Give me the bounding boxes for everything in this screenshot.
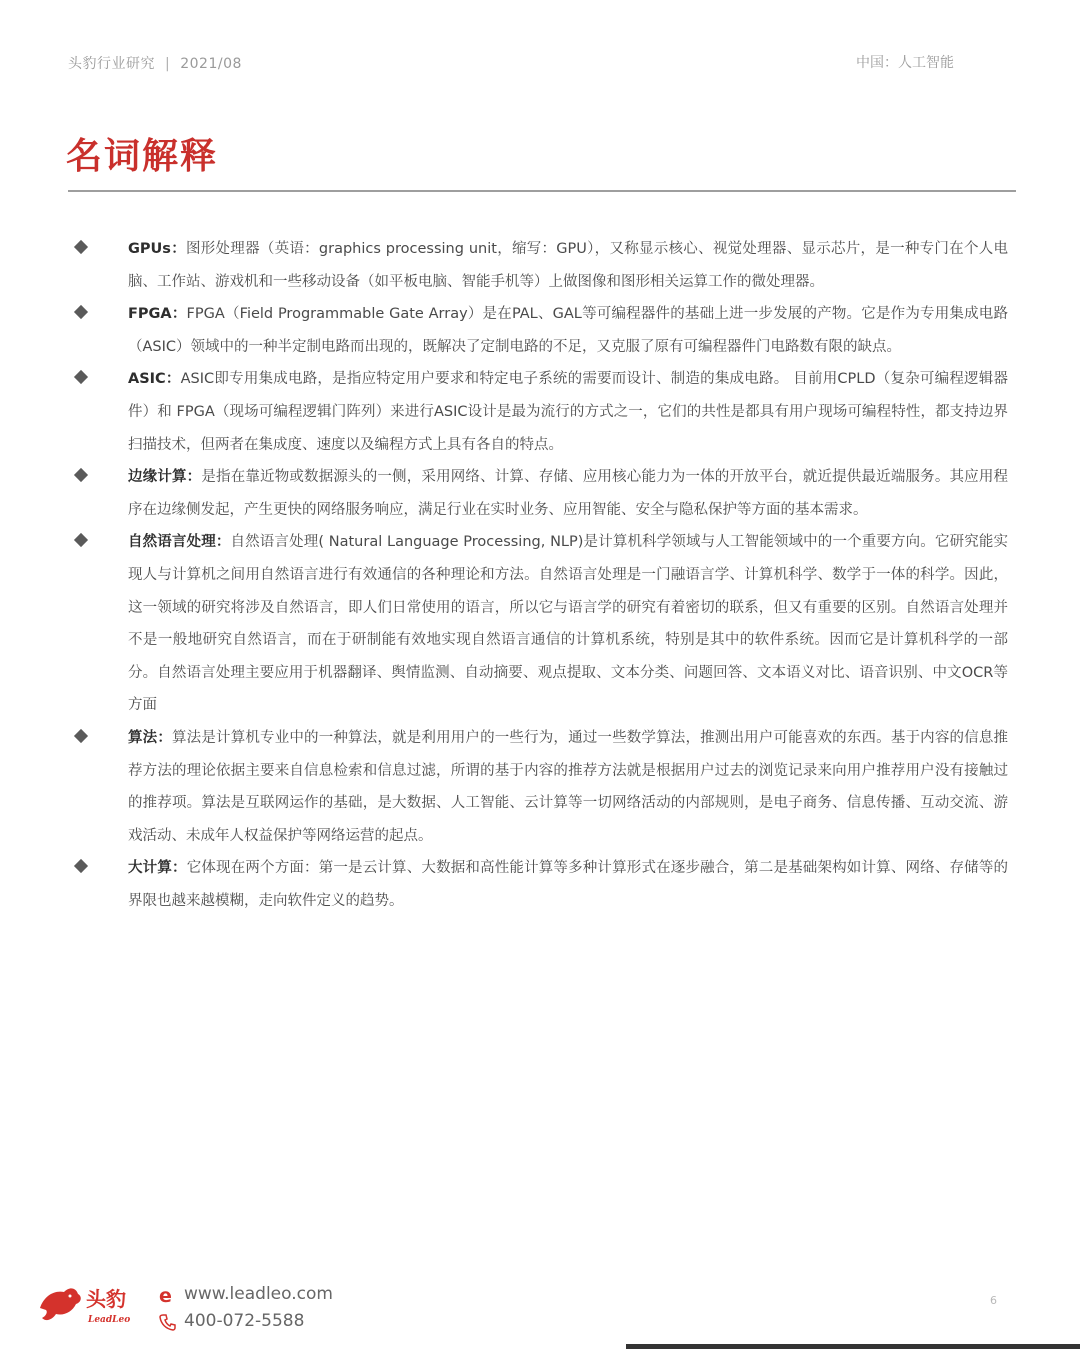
term-name: ASIC： (128, 371, 181, 388)
diamond-bullet-icon (74, 468, 88, 482)
term-item-asic (68, 363, 1008, 461)
term-definition: 算法是计算机专业中的一种算法，就是利用用户的一些行为，通过一些数学算法，推测出用户可能喜欢的东西。基于内容的信息推荐方法的理论依据主要来自信息检索和信息过滤，所谓的基于内容的推荐方法就是根据用户过去的浏览记录来向用户推荐用户没有接触过的推荐项。算法是互联网运作的基础，是大数据、人工智能、云计算等一切网络活动的内部规则，是电子商务、信息传播、互动交流、游戏活动、未成年人权益保护等网络运营的起点。 (128, 729, 1009, 844)
bottom-bar (626, 1344, 1080, 1349)
logo-subtext: LeadLeo (88, 1315, 131, 1325)
web-icon (158, 1285, 178, 1305)
diamond-bullet-icon (74, 370, 88, 384)
leadleo-logo (36, 1282, 146, 1328)
header-category: 中国：人工智能 (856, 55, 954, 71)
report-date: 2021/08 (180, 56, 242, 72)
header-separator: | (165, 56, 171, 72)
term-name: 自然语言处理： (128, 534, 231, 551)
term-definition: 是指在靠近物或数据源头的一侧，采用网络、计算、存储、应用核心能力为一体的开放平台，就近提供最近端服务。其应用程序在边缘侧发起，产生更快的网络服务响应，满足行业在实时业务、应用智能、安全与隐私保护等方面的基本需求。 (128, 469, 1009, 518)
term-definition: FPGA（Field Programmable Gate Array）是在PAL、GAL等可编程器件的基础上进一步发展的产物。它是作为专用集成电路（ASIC）领域中的一种半定制电路而出现的，既解决了定制电路的不足，又克服了原有可编程器件门电路数有限的缺点。 (128, 306, 1008, 355)
website-link[interactable]: www.leadleo.com (184, 1284, 333, 1304)
header-source (68, 53, 242, 73)
title-divider (68, 190, 1016, 192)
phone-row (158, 1308, 333, 1335)
term-item-fpga (68, 298, 1008, 363)
report-source: 头豹行业研究 (68, 56, 155, 72)
phone-icon (158, 1312, 178, 1332)
term-definition: 图形处理器（英语：graphics processing unit，缩写：GPU），又称显示核心、视觉处理器、显示芯片，是一种专门在个人电脑、工作站、游戏机和一些移动设备（如平板电脑、智能手机等）上做图像和图形相关运算工作的微处理器。 (128, 241, 1009, 290)
logo-text: 头豹 (86, 1287, 126, 1311)
term-name: GPUs： (128, 241, 186, 257)
term-name: 边缘计算： (128, 469, 202, 486)
diamond-bullet-icon (74, 240, 88, 254)
term-name: 大计算： (128, 860, 187, 877)
term-item-gpu (68, 233, 1008, 298)
term-item-algorithm (68, 722, 1008, 852)
term-definition: ASIC即专用集成电路，是指应特定用户要求和特定电子系统的需要而设计、制造的集成电路。 目前用CPLD（复杂可编程逻辑器件）和 FPGA（现场可编程逻辑门阵列）来进行ASIC设计是最为流行的方式之一，它们的共性是都具有用户现场可编程特性，都支持边界扫描技术，但两者在集成度、速度以及编程方式上具有各自的特点。 (128, 371, 1008, 453)
term-definition: 自然语言处理( Natural Language Processing, NLP)是计算机科学领域与人工智能领域中的一个重要方向。它研究能实现人与计算机之间用自然语言进行有效通信的各种理论和方法。自然语言处理是一门融语言学、计算机科学、数学于一体的科学。因此，这一领域的研究将涉及自然语言，即人们日常使用的语言，所以它与语言学的研究有着密切的联系，但又有重要的区别。自然语言处理并不是一般地研究自然语言，而在于研制能有效地实现自然语言通信的计算机系统，特别是其中的软件系统。因而它是计算机科学的一部分。自然语言处理主要应用于机器翻译、舆情监测、自动摘要、观点提取、文本分类、问题回答、文本语义对比、语音识别、中文OCR等方面 (128, 534, 1009, 714)
website-row (158, 1281, 333, 1308)
svg-text:e: e (159, 1284, 172, 1305)
phone-number: 400-072-5588 (184, 1311, 305, 1331)
term-name: FPGA： (128, 306, 187, 323)
term-definition: 它体现在两个方面：第一是云计算、大数据和高性能计算等多种计算形式在逐步融合，第二是基础架构如计算、网络、存储等的界限也越来越模糊，走向软件定义的趋势。 (128, 860, 1009, 909)
term-item-nlp (68, 526, 1008, 722)
leopard-logo-icon (36, 1282, 146, 1328)
diamond-bullet-icon (74, 859, 88, 873)
term-name: 算法： (128, 729, 173, 746)
term-item-edge-computing (68, 461, 1008, 526)
page-title: 名词解释 (66, 136, 219, 177)
term-list (68, 233, 1008, 917)
page-number: 6 (990, 1294, 997, 1307)
diamond-bullet-icon (74, 533, 88, 547)
diamond-bullet-icon (74, 729, 88, 743)
footer-contact (158, 1281, 333, 1335)
diamond-bullet-icon (74, 305, 88, 319)
term-item-big-computing (68, 852, 1008, 917)
